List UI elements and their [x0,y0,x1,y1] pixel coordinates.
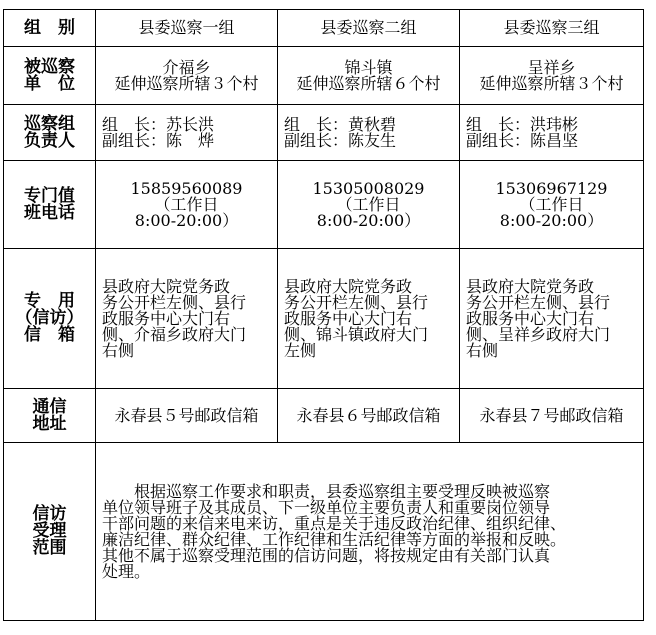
address-cell-1: 永春县５号邮政信箱 [96,389,278,443]
mailbox-cell-3: 县政府大院党务政 务公开栏左侧、县行 政服务中心大门右 侧、呈祥乡政府大门 右侧 [460,249,644,389]
scope-label: 信访 受理 范围 [4,443,96,621]
phone-number: 15306967129 [495,178,608,198]
group-3-header: 县委巡察三组 [460,10,644,47]
phones-row [4,161,644,249]
phone-number: 15859560089 [130,178,243,198]
leaders-label: 巡察组 负责人 [4,105,96,161]
unit-cell-3: 呈祥乡 延伸巡察所辖３个村 [460,47,644,105]
leader-cell-3: 组 长：洪玮彬 副组长：陈昌坚 [460,105,644,161]
phone-number: 15305008029 [312,178,425,198]
mailbox-label: 专 用 （信访） 信 箱 [4,249,96,389]
scope-text: 根据巡察工作要求和职责，县委巡察组主要受理反映被巡察 单位领导班子及其成员、下一级单位主要负责人和重要岗位领导 干部问题的来信来电来访，重点是关于违反政治纪律、组织纪律、 廉洁纪律、群众纪律、工作纪律和生活纪律等方面的举报和反映。 其他不属于巡察受理范围的信访问题，将按规定由有关部门认真 处理。 [96,443,644,621]
address-label: 通信 地址 [4,389,96,443]
units-row [4,47,644,105]
phone-cell-1: 15859560089 （工作日 8:00-20:00） [96,161,278,249]
mailbox-cell-1: 县政府大院党务政 务公开栏左侧、县行 政服务中心大门右 侧、介福乡政府大门 右侧 [96,249,278,389]
unit-cell-1: 介福乡 延伸巡察所辖３个村 [96,47,278,105]
inspection-info-table [3,9,644,621]
phone-cell-3: 15306967129 （工作日 8:00-20:00） [460,161,644,249]
header-label: 组 别 [4,10,96,47]
leaders-row [4,105,644,161]
header-row [4,10,644,47]
mailbox-cell-2: 县政府大院党务政 务公开栏左侧、县行 政服务中心大门右 侧、锦斗镇政府大门 左侧 [278,249,460,389]
address-cell-2: 永春县６号邮政信箱 [278,389,460,443]
address-row [4,389,644,443]
group-2-header: 县委巡察二组 [278,10,460,47]
group-1-header: 县委巡察一组 [96,10,278,47]
units-label: 被巡察 单 位 [4,47,96,105]
unit-cell-2: 锦斗镇 延伸巡察所辖６个村 [278,47,460,105]
scope-row [4,443,644,621]
leader-cell-1: 组 长：苏长洪 副组长：陈 烨 [96,105,278,161]
leader-cell-2: 组 长：黄秋碧 副组长：陈友生 [278,105,460,161]
address-cell-3: 永春县７号邮政信箱 [460,389,644,443]
phones-label: 专门值 班电话 [4,161,96,249]
mailbox-row [4,249,644,389]
phone-cell-2: 15305008029 （工作日 8:00-20:00） [278,161,460,249]
